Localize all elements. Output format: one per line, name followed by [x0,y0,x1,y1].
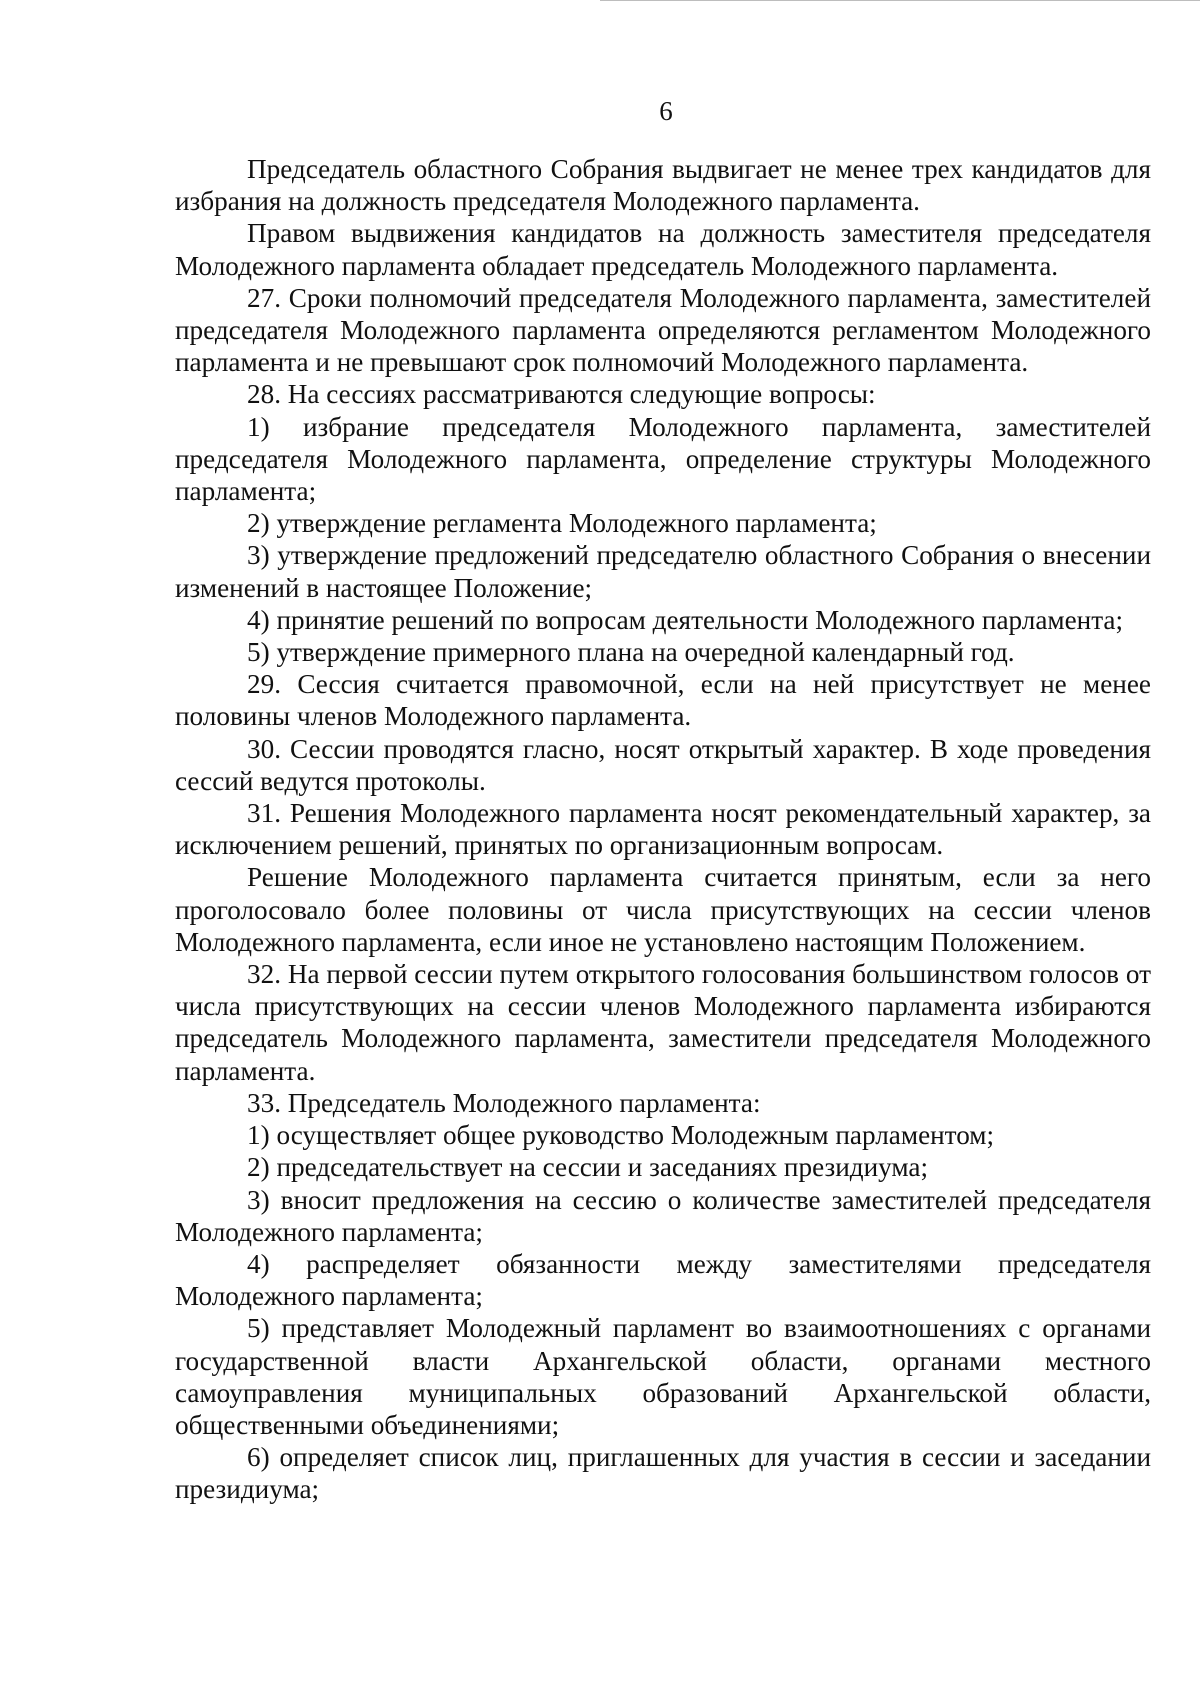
list-item: 1) избрание председателя Молодежного парламента, заместителей председателя Молодежного парламента, определение структуры Молодежного парламента; [175,411,1151,507]
list-item: 4) принятие решений по вопросам деятельности Молодежного парламента; [247,604,1124,635]
paragraph: Председатель областного Собрания выдвигает не менее трех кандидатов для избрания на должность председателя Молодежного парламента. [175,154,1151,217]
list-item: 2) утверждение регламента Молодежного парламента; [247,508,877,539]
paragraph: Правом выдвижения кандидатов на должность заместителя председателя Молодежного парламента обладает председатель Молодежного парламента. [175,218,1151,281]
paragraph-item-33: 33. Председатель Молодежного парламента: [247,1087,761,1118]
scan-top-edge [600,0,1200,1]
list-item: 6) определяет список лиц, приглашенных для участия в сессии и заседании президиума; [175,1442,1151,1505]
paragraph-item-27: 27. Сроки полномочий председателя Молодежного парламента, заместителей председателя Молодежного парламента определяются регламентом Молодежного парламента и не превышают срок полномочий Молодежного парламента. [175,282,1151,378]
list-item: 5) представляет Молодежный парламент во взаимоотношениях с органами государственной власти Архангельской области, органами местного самоуправления муниципальных образований Архангельской области, общественными объединениями; [175,1313,1151,1440]
paragraph-item-32: 32. На первой сессии путем открытого голосования большинством голосов от числа присутствующих на сессии членов Молодежного парламента избираются председатель Молодежного парламента, заместители председателя Молодежного парламента. [175,959,1151,1086]
paragraph-item-29: 29. Сессия считается правомочной, если на ней присутствует не менее половины членов Молодежного парламента. [175,669,1151,732]
list-item: 2) председательствует на сессии и заседаниях президиума; [247,1152,929,1183]
list-item: 1) осуществляет общее руководство Молодежным парламентом; [247,1120,995,1151]
list-item: 5) утверждение примерного плана на очередной календарный год. [247,637,1015,668]
paragraph-item-28: 28. На сессиях рассматриваются следующие вопросы: [247,379,876,410]
paragraph: Решение Молодежного парламента считается принятым, если за него проголосовало более половины от числа присутствующих на сессии членов Молодежного парламента, если иное не установлено настоящим Положением. [175,862,1151,957]
paragraph-item-30: 30. Сессии проводятся гласно, носят открытый характер. В ходе проведения сессий ведутся протоколы. [175,733,1151,796]
document-body [175,153,1151,1506]
list-item: 3) утверждение предложений председателю областного Собрания о внесении изменений в настоящее Положение; [175,540,1151,603]
list-item: 3) вносит предложения на сессию о количестве заместителей председателя Молодежного парламента; [175,1184,1151,1247]
paragraph-item-31: 31. Решения Молодежного парламента носят рекомендательный характер, за исключением решений, принятых по организационным вопросам. [175,798,1151,861]
list-item: 4) распределяет обязанности между заместителями председателя Молодежного парламента; [175,1248,1151,1312]
page-number: 6 [659,96,673,126]
